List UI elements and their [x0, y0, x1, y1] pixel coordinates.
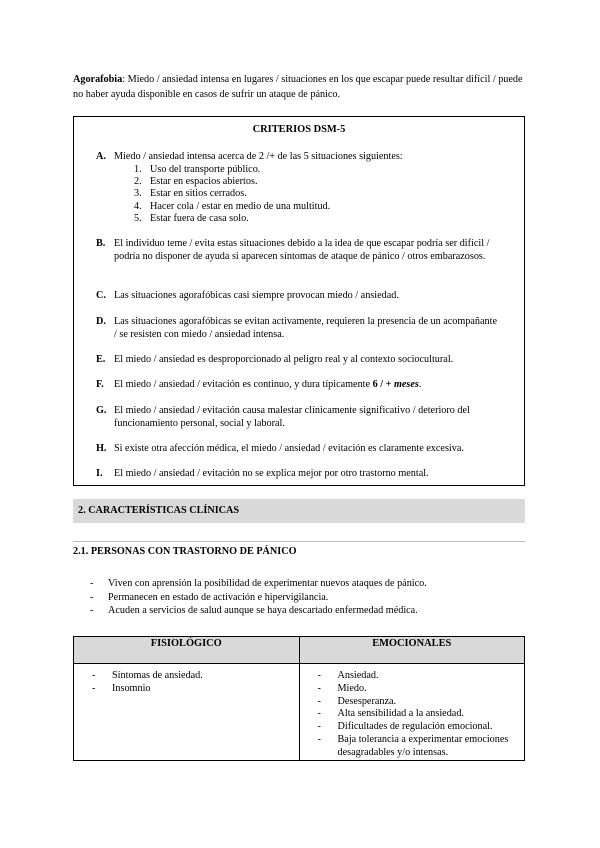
symptoms-table [73, 636, 525, 761]
list-item: 1. Uso del transporte público. [134, 164, 261, 175]
subsection-title: 2.1. PERSONAS CON TRASTORNO DE PÁNICO [73, 546, 297, 557]
intro-term: Agorafobia [73, 74, 123, 85]
column-header-fisiologico: FISIOLÓGICO [74, 637, 300, 664]
list-item: - Permanecen en estado de activación e hipervigilancia. [90, 591, 329, 603]
column-header-emocionales: EMOCIONALES [299, 637, 525, 664]
list-item: 5. Estar fuera de casa solo. [134, 212, 249, 224]
criterion-text: Las situaciones agorafóbicas se evitan activamente, requieren la presencia de un acompañante / se resisten con miedo / ansiedad intensa. [114, 316, 497, 340]
criterion-f: F. El miedo / ansiedad / evitación es continuo, y dura típicamente 6 / + meses. [96, 378, 501, 391]
criterion-text: El miedo / ansiedad es desproporcionado al peligro real y al contexto sociocultural. [114, 354, 454, 365]
criterion-h: H. Si existe otra afección médica, el miedo / ansiedad / evitación es claramente excesiva. [96, 442, 501, 455]
intro-paragraph [73, 72, 529, 102]
criterion-text: El miedo / ansiedad / evitación es continuo, y dura típicamente 6 / + meses. [114, 379, 422, 390]
criteria-box [73, 116, 525, 486]
list-item: - Viven con aprensión la posibilidad de experimentar nuevos ataques de pánico. [90, 578, 427, 589]
list-item: - Ansiedad. [317, 670, 379, 681]
criterion-text: Miedo / ansiedad intensa acerca de 2 /+ de las 5 situaciones siguientes: [114, 151, 403, 162]
criterion-a [96, 150, 501, 225]
list-item: - Síntomas de ansiedad. [92, 670, 203, 681]
section-heading: 2. CARACTERÍSTICAS CLÍNICAS [73, 499, 525, 523]
criterion-b: B. El individuo teme / evita estas situaciones debido a la idea de que escapar podría ser difícil / podría no disponer de ayuda si aparecen síntomas de ataque de pánico / otros embarazosos. [96, 237, 501, 263]
intro-text: : Miedo / ansiedad intensa en lugares / situaciones en los que escapar puede resultar difícil / puede no haber ayuda disponible en casos de sufrir un ataque de pánico. [73, 74, 523, 100]
list-item: 4. Hacer cola / estar en medio de una multitud. [134, 200, 331, 212]
divider [73, 541, 525, 542]
characteristics-list [90, 577, 427, 618]
criterion-text: Las situaciones agorafóbicas casi siempre provocan miedo / ansiedad. [114, 290, 399, 301]
list-item: 3. Estar en sitios cerrados. [134, 188, 247, 200]
list-item: - Baja tolerancia a experimentar emociones desagradables y/o intensas. [317, 733, 509, 758]
criterion-text: Si existe otra afección médica, el miedo / ansiedad / evitación es claramente excesiva. [114, 443, 464, 454]
list-item: - Insomnio [92, 682, 151, 694]
criterion-e: E. El miedo / ansiedad es desproporcionado al peligro real y al contexto sociocultural. [96, 353, 501, 366]
list-item: - Dificultades de regulación emocional. [317, 721, 493, 733]
criterion-i: I. El miedo / ansiedad / evitación no se explica mejor por otro trastorno mental. [96, 467, 501, 480]
list-item: 2. Estar en espacios abiertos. [134, 176, 258, 188]
list-item: - Desesperanza. [317, 695, 397, 707]
criterion-c: C. Las situaciones agorafóbicas casi siempre provocan miedo / ansiedad. [96, 289, 501, 302]
list-item: - Miedo. [317, 682, 367, 694]
situations-list [134, 164, 501, 225]
list-item: - Alta sensibilidad a la ansiedad. [317, 708, 464, 720]
fisiologico-cell [74, 664, 300, 761]
criterion-text: El individuo teme / evita estas situaciones debido a la idea de que escapar podría ser difícil / podría no disponer de ayuda si aparecen síntomas de ataque de pánico / otros embarazosos. [114, 238, 490, 262]
criterion-g: G. El miedo / ansiedad / evitación causa malestar clínicamente significativo / deterioro del funcionamiento personal, social y laboral. [96, 404, 501, 430]
criterion-text: El miedo / ansiedad / evitación no se explica mejor por otro trastorno mental. [114, 468, 429, 479]
criterion-letter: A. [96, 151, 106, 162]
criterion-d: D. Las situaciones agorafóbicas se evitan activamente, requieren la presencia de un acompañante / se resisten con miedo / ansiedad intensa. [96, 315, 501, 341]
emocionales-cell [299, 664, 525, 761]
criteria-title: CRITERIOS DSM-5 [252, 124, 346, 135]
criterion-text: El miedo / ansiedad / evitación causa malestar clínicamente significativo / deterioro del funcionamiento personal, social y laboral. [114, 405, 470, 429]
list-item: - Acuden a servicios de salud aunque se haya descartado enfermedad médica. [90, 605, 418, 616]
